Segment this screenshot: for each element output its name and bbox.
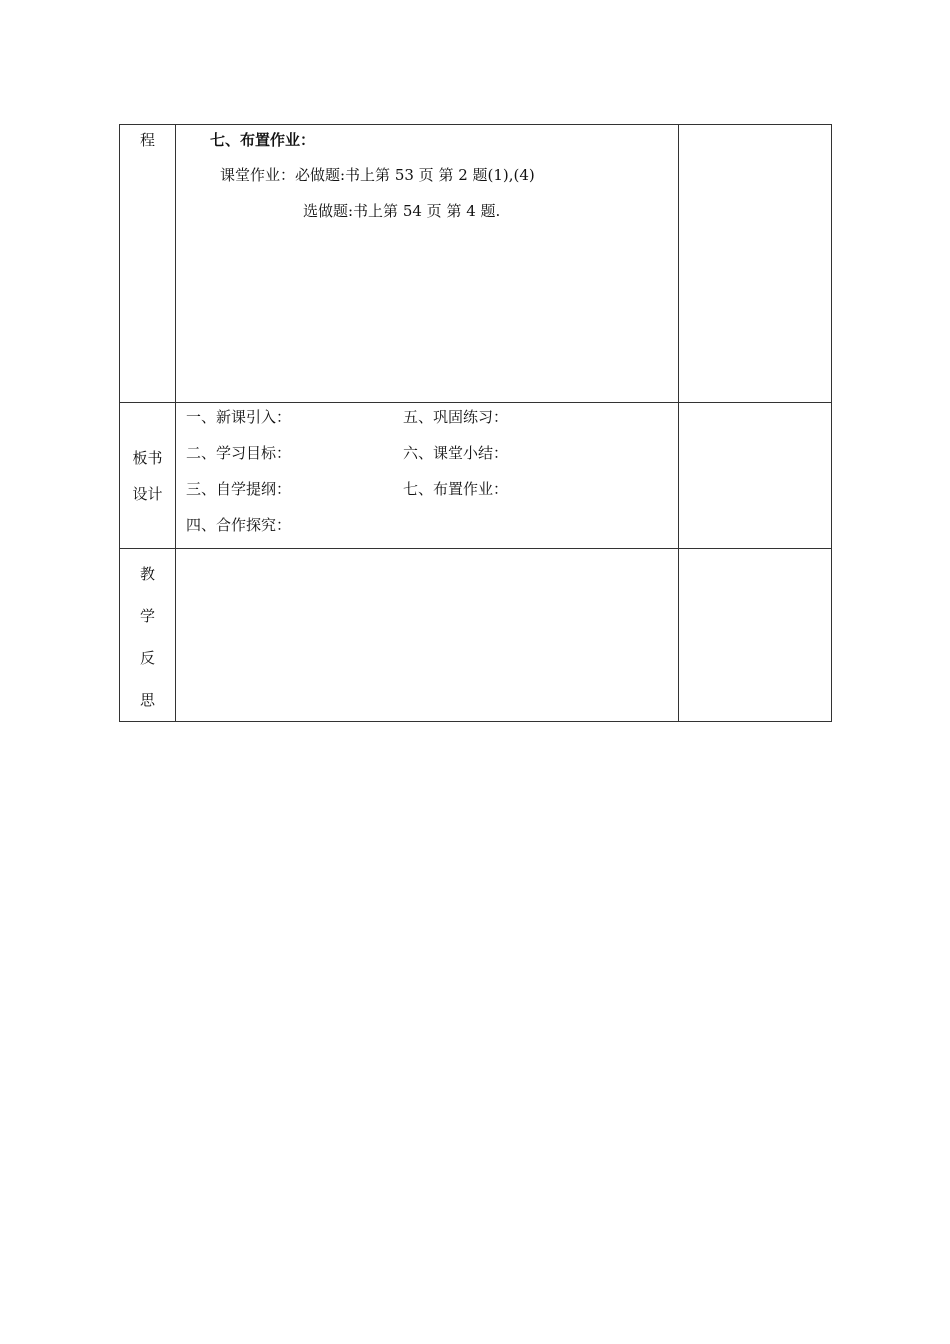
reflection-notes-cell <box>679 549 832 722</box>
board-design-row <box>120 403 832 549</box>
reflection-label-cell <box>120 549 176 722</box>
board-item-summary: 六、课堂小结： <box>403 444 509 462</box>
board-item-homework: 七、布置作业： <box>403 480 509 498</box>
board-design-notes-cell <box>679 403 832 549</box>
process-notes-cell <box>679 125 832 403</box>
homework-cell <box>176 125 679 403</box>
process-label-cell <box>120 125 176 403</box>
process-label: 程 <box>139 131 155 149</box>
board-item-goals: 二、学习目标： <box>186 444 292 462</box>
reflection-row <box>120 549 832 722</box>
homework-optional: 选做题:书上第 54 页 第 4 题. <box>303 202 501 220</box>
lesson-plan-table <box>119 124 832 722</box>
board-outline <box>176 403 678 548</box>
reflection-cell <box>176 549 679 722</box>
lesson-plan-sheet <box>119 124 831 722</box>
board-design-label-line2: 设计 <box>132 484 163 503</box>
board-design-cell <box>176 403 679 549</box>
homework-title: 七、布置作业： <box>210 131 316 149</box>
reflection-label-char: 学 <box>139 607 155 625</box>
reflection-label-char: 教 <box>139 565 155 583</box>
board-design-label-cell <box>120 403 176 549</box>
board-item-practice: 五、巩固练习： <box>403 408 509 426</box>
reflection-label-char: 思 <box>139 691 155 709</box>
process-row <box>120 125 832 403</box>
board-item-self-study: 三、自学提纲： <box>186 480 292 498</box>
homework-required: 课堂作业：必做题:书上第 53 页 第 2 题(1),(4) <box>220 166 535 184</box>
reflection-label-char: 反 <box>139 649 155 667</box>
board-item-cooperation: 四、合作探究： <box>186 516 292 534</box>
board-design-label-line1: 板书 <box>132 448 163 467</box>
board-item-intro: 一、新课引入： <box>186 408 292 426</box>
